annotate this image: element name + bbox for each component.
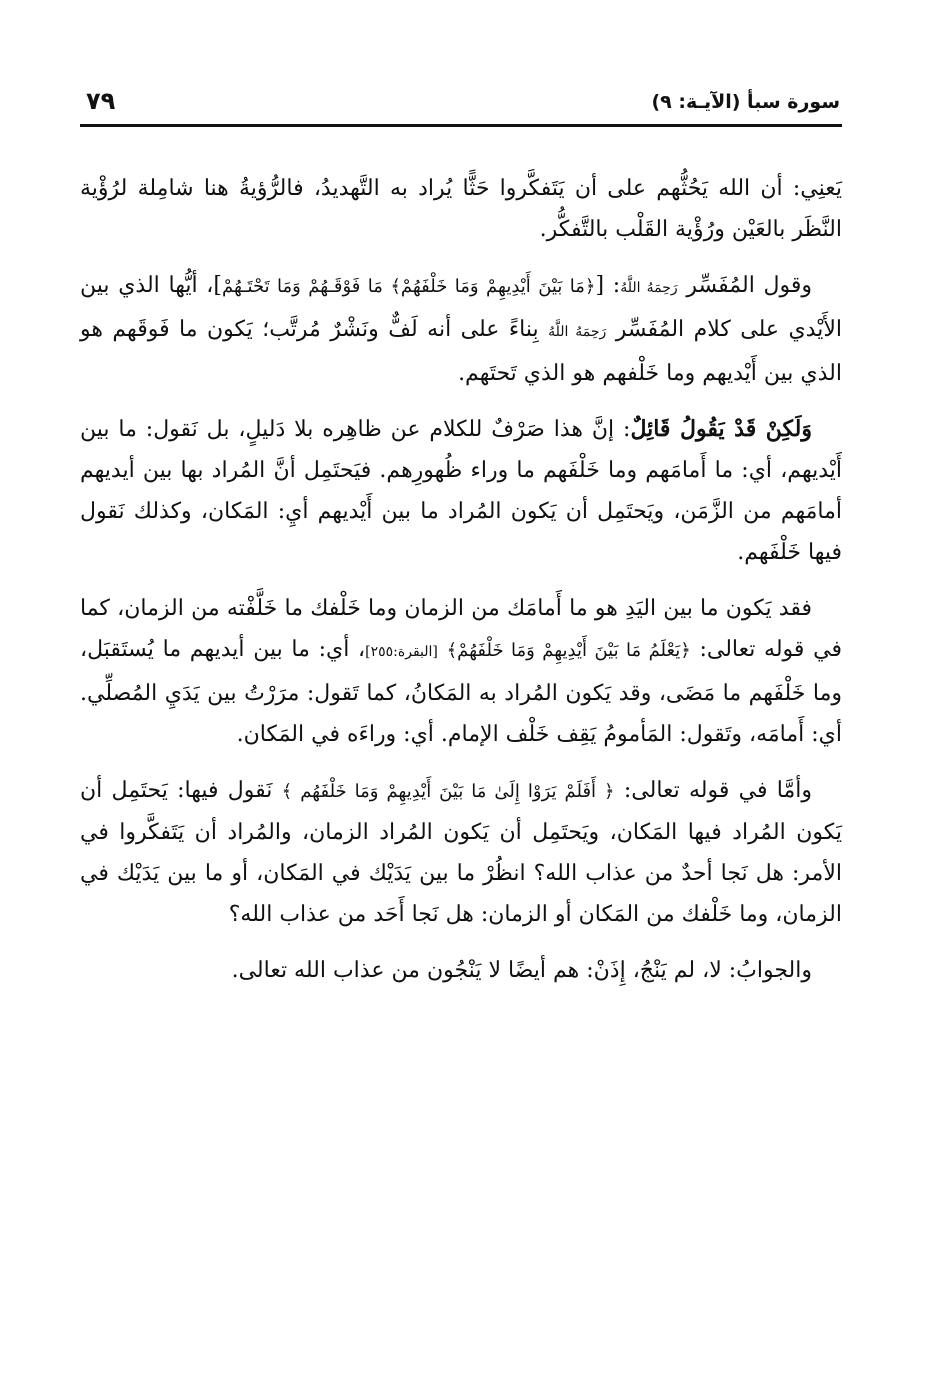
surah-title: سورة سبأ (الآيـة: ٩): [651, 91, 840, 113]
paragraph-text: نَقول فيها: يَحتَمِل أن يَكون المُراد فيها المَكان، ويَحتَمِل أن يَكون المُراد الزمان، والمُراد أن يَتَفكَّروا في الأمر: هل نَجا أحدٌ من عذاب الله؟ انظُرْ ما بين يَدَيْك في المَكان، أو ما بين يَدَيْك في الزمان، وما خَلْفك من المَكان أو الزمان: هل نَجا أَحَد من عذاب الله؟: [80, 778, 842, 927]
running-header: [80, 86, 840, 122]
paragraph-text: فقد يَكون ما بين اليَدِ هو ما أَمامَك من الزمان وما خَلْفك ما خَلَّفْته من الزمان، كما في قوله تعالى:: [80, 596, 842, 662]
paragraph-text: : إنَّ هذا صَرْفٌ للكلام عن ظاهِره بلا دَليلٍ، بل نَقول: ما بين أَيْديهم، أي: ما أَمامَهم وما خَلْفَهم ما وراء ظُهورِهم. فيَحتَمِل أنَّ المُراد بها بين أيديهم أمامَهم من الزَّمَن، ويَحتَمِل أن يَكون المُراد ما بين أَيْديهم أيِ: المَكان، وكذلك نَقول فيها خَلْفَهم.: [80, 417, 842, 565]
paragraph-text: : لا، لم يَنْجُ، إِذَنْ: هم أيضًا لا يَنْجُون من عذاب الله تعالى.: [231, 958, 737, 983]
lead-phrase: وَلَكِنْ قَدْ يَقُولُ قَائِلٌ: [630, 416, 812, 442]
honorific-phrase: رَحِمَهُ اللَّهُ: [548, 324, 607, 340]
paragraph-6: [80, 950, 842, 991]
quran-verse: ﴿ أَفَلَمْ يَرَوْا إِلَىٰ مَا بَيْنَ أَيْدِيهِمْ وَمَا خَلْفَهُم ﴾: [281, 781, 615, 802]
honorific-phrase: رَحِمَهُ اللَّهُ: [620, 280, 678, 296]
paragraph-text: بِناءً على أنه لَفٌّ ونَشْرٌ مُرتَّب؛ يَكون ما فَوقَهم هو الذي بين أَيْديهم وما خَلْفهم هو الذي تَحتَهم.: [80, 317, 842, 386]
quran-verse: ﴿يَعْلَمُ مَا بَيْنَ أَيْدِيهِمْ وَمَا خَلْفَهُمْ﴾: [446, 640, 691, 661]
paragraph-text: وقول المُفَسِّر: [677, 273, 813, 298]
paragraph-1: [80, 168, 842, 250]
paragraph-text: : [: [595, 273, 621, 298]
page-number: ٧٩: [86, 87, 116, 115]
paragraph-5: [80, 770, 842, 935]
quran-verse: ﴿مَا بَيْنَ أَيْدِيهِمْ وَمَا خَلْفَهُمْ﴾ مَا فَوْقَـهُمْ وَمَا تَحْتَـهُمْ: [221, 276, 596, 297]
paragraph-text: ]، أيُّها الذي بين الأَيْدي على كلام المُفَسِّر: [80, 273, 843, 342]
header-rule: [80, 124, 842, 127]
verse-reference: [البقرة:٢٥٥]: [365, 644, 438, 660]
paragraph-2: [80, 265, 842, 394]
body-text: [80, 168, 842, 1006]
paragraph-3: [80, 409, 842, 573]
lead-phrase: والجوابُ: [736, 958, 812, 983]
paragraph-text: يَعنِي: أن الله يَحُثُّهم على أن يَتَفكَّروا حَثًّا يُراد به التَّهديدُ، فالرُّؤيةُ هنا شامِلة لرُؤْية النَّظَر بالعَيْن ورُؤْية القَلْب بالتَّفكُّر.: [80, 176, 842, 242]
paragraph-text: وأمَّا في قوله تعالى:: [614, 778, 812, 803]
paragraph-text: ، أي: ما بين أيديهم ما يُستَقبَل، وما خَلْفَهم ما مَضَى، وقد يَكون المُراد به المَكانُ، كما تَقول: مرَرْتُ بين يَدَيِ المُصلِّي. أي: أَمامَه، وتَقول: المَأمومُ يَقِف خَلْف الإمام. أي: وراءَه في المَكان.: [80, 637, 842, 747]
paragraph-4: [80, 588, 842, 755]
